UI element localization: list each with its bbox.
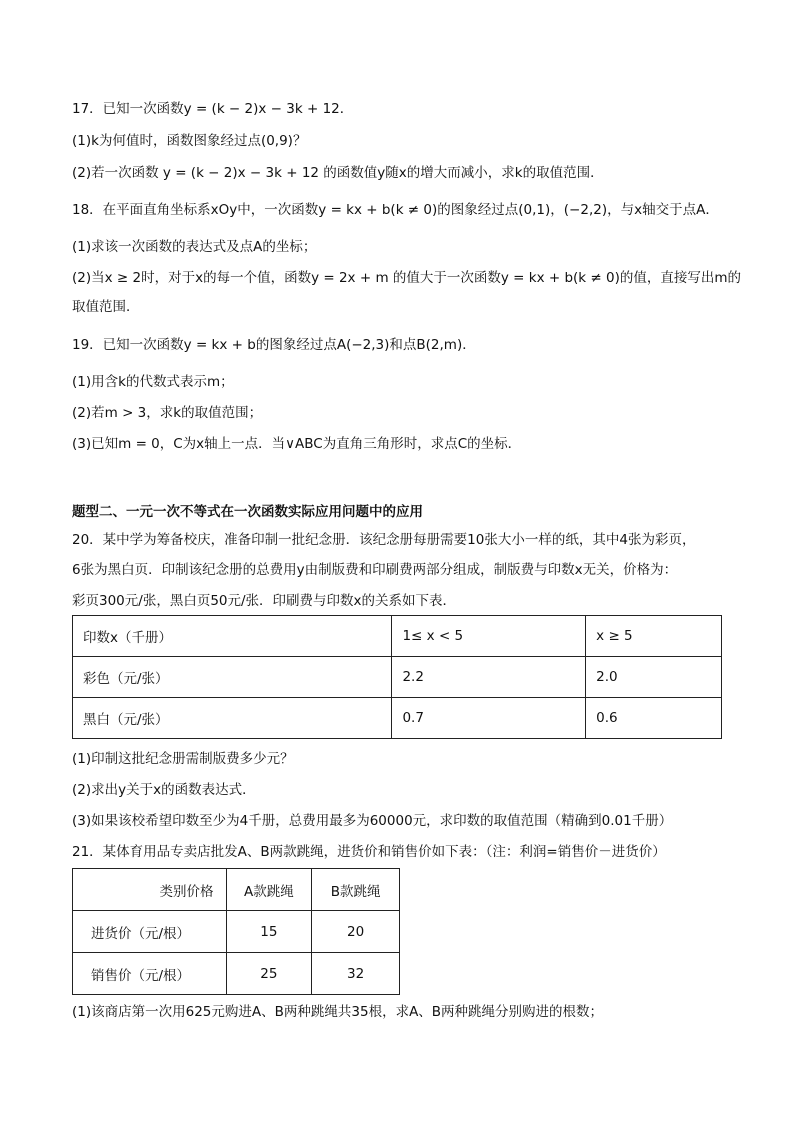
q17-part2: (2)若一次函数 y = (k − 2)x − 3k + 12 的函数值y随x的增大而减小，求k的取值范围． bbox=[72, 165, 604, 181]
q20-line2: 6张为黑白页．印制该纪念册的总费用y由制版费和印刷费两部分组成，制版费与印数x无关，价格为： bbox=[72, 562, 678, 578]
section-heading: 题型二、一元一次不等式在一次函数实际应用问题中的应用 bbox=[72, 504, 423, 520]
q17-stem: 17．已知一次函数y = (k − 2)x − 3k + 12． bbox=[72, 101, 354, 117]
table-cell: 0.7 bbox=[392, 698, 586, 739]
table-cell: 2.2 bbox=[392, 657, 586, 698]
q18-part1: (1)求该一次函数的表达式及点A的坐标； bbox=[72, 239, 317, 255]
table-cell: 15 bbox=[226, 911, 312, 953]
q20-part2: (2)求出y关于x的函数表达式． bbox=[72, 782, 256, 798]
q19-stem: 19．已知一次函数y = kx + b的图象经过点A(−2,3)和点B(2,m)． bbox=[72, 337, 476, 353]
q20-table bbox=[72, 615, 722, 739]
table-cell: 彩色（元/张） bbox=[73, 657, 392, 698]
q18-part2-line1: (2)当x ≥ 2时，对于x的每一个值，函数y = 2x + m 的值大于一次函数y = kx + b(k ≠ 0)的值，直接写出m的 bbox=[72, 270, 742, 286]
q17-part1: (1)k为何值时，函数图象经过点(0,9)？ bbox=[72, 133, 307, 149]
table-row bbox=[73, 698, 722, 739]
q21-part1: (1)该商店第一次用625元购进A、B两种跳绳共35根，求A、B两种跳绳分别购进的根数； bbox=[72, 1004, 604, 1020]
table-row bbox=[73, 911, 400, 953]
table-cell: B款跳绳 bbox=[312, 869, 400, 911]
table-row bbox=[73, 953, 400, 995]
q20-line1: 20．某中学为筹备校庆，准备印制一批纪念册．该纪念册每册需要10张大小一样的纸，其中4张为彩页， bbox=[72, 532, 696, 548]
table-cell: A款跳绳 bbox=[226, 869, 312, 911]
table-cell: 黑白（元/张） bbox=[73, 698, 392, 739]
q18-stem: 18．在平面直角坐标系xOy中，一次函数y = kx + b(k ≠ 0)的图象经过点(0,1)，(−2,2)，与x轴交于点A． bbox=[72, 202, 719, 218]
table-cell: 销售价（元/根） bbox=[73, 953, 227, 995]
q19-part2: (2)若m > 3，求k的取值范围； bbox=[72, 405, 263, 421]
table-cell: 0.6 bbox=[586, 698, 722, 739]
table-cell: 25 bbox=[226, 953, 312, 995]
q21-stem: 21．某体育用品专卖店批发A、B两款跳绳，进货价和销售价如下表：（注：利润=销售价－进货价） bbox=[72, 844, 666, 860]
table-cell: 1≤ x < 5 bbox=[392, 616, 586, 657]
table-cell: 2.0 bbox=[586, 657, 722, 698]
q20-part1: (1)印制这批纪念册需制版费多少元？ bbox=[72, 751, 294, 767]
q20-line3: 彩页300元/张，黑白页50元/张．印刷费与印数x的关系如下表． bbox=[72, 593, 457, 609]
q20-part3: (3)如果该校希望印数至少为4千册，总费用最多为60000元，求印数的取值范围（精确到0.01千册） bbox=[72, 813, 673, 829]
table-cell: x ≥ 5 bbox=[586, 616, 722, 657]
table-cell: 类别价格 bbox=[73, 869, 227, 911]
q21-table bbox=[72, 868, 400, 995]
table-row bbox=[73, 657, 722, 698]
table-header-row bbox=[73, 616, 722, 657]
table-cell: 32 bbox=[312, 953, 400, 995]
q19-part1: (1)用含k的代数式表示m； bbox=[72, 374, 234, 390]
q19-part3: (3)已知m = 0，C为x轴上一点．当∨ABC为直角三角形时，求点C的坐标． bbox=[72, 436, 522, 452]
table-header-row bbox=[73, 869, 400, 911]
q18-part2-line2: 取值范围． bbox=[72, 299, 140, 315]
table-cell: 印数x（千册） bbox=[73, 616, 392, 657]
table-cell: 进货价（元/根） bbox=[73, 911, 227, 953]
table-cell: 20 bbox=[312, 911, 400, 953]
